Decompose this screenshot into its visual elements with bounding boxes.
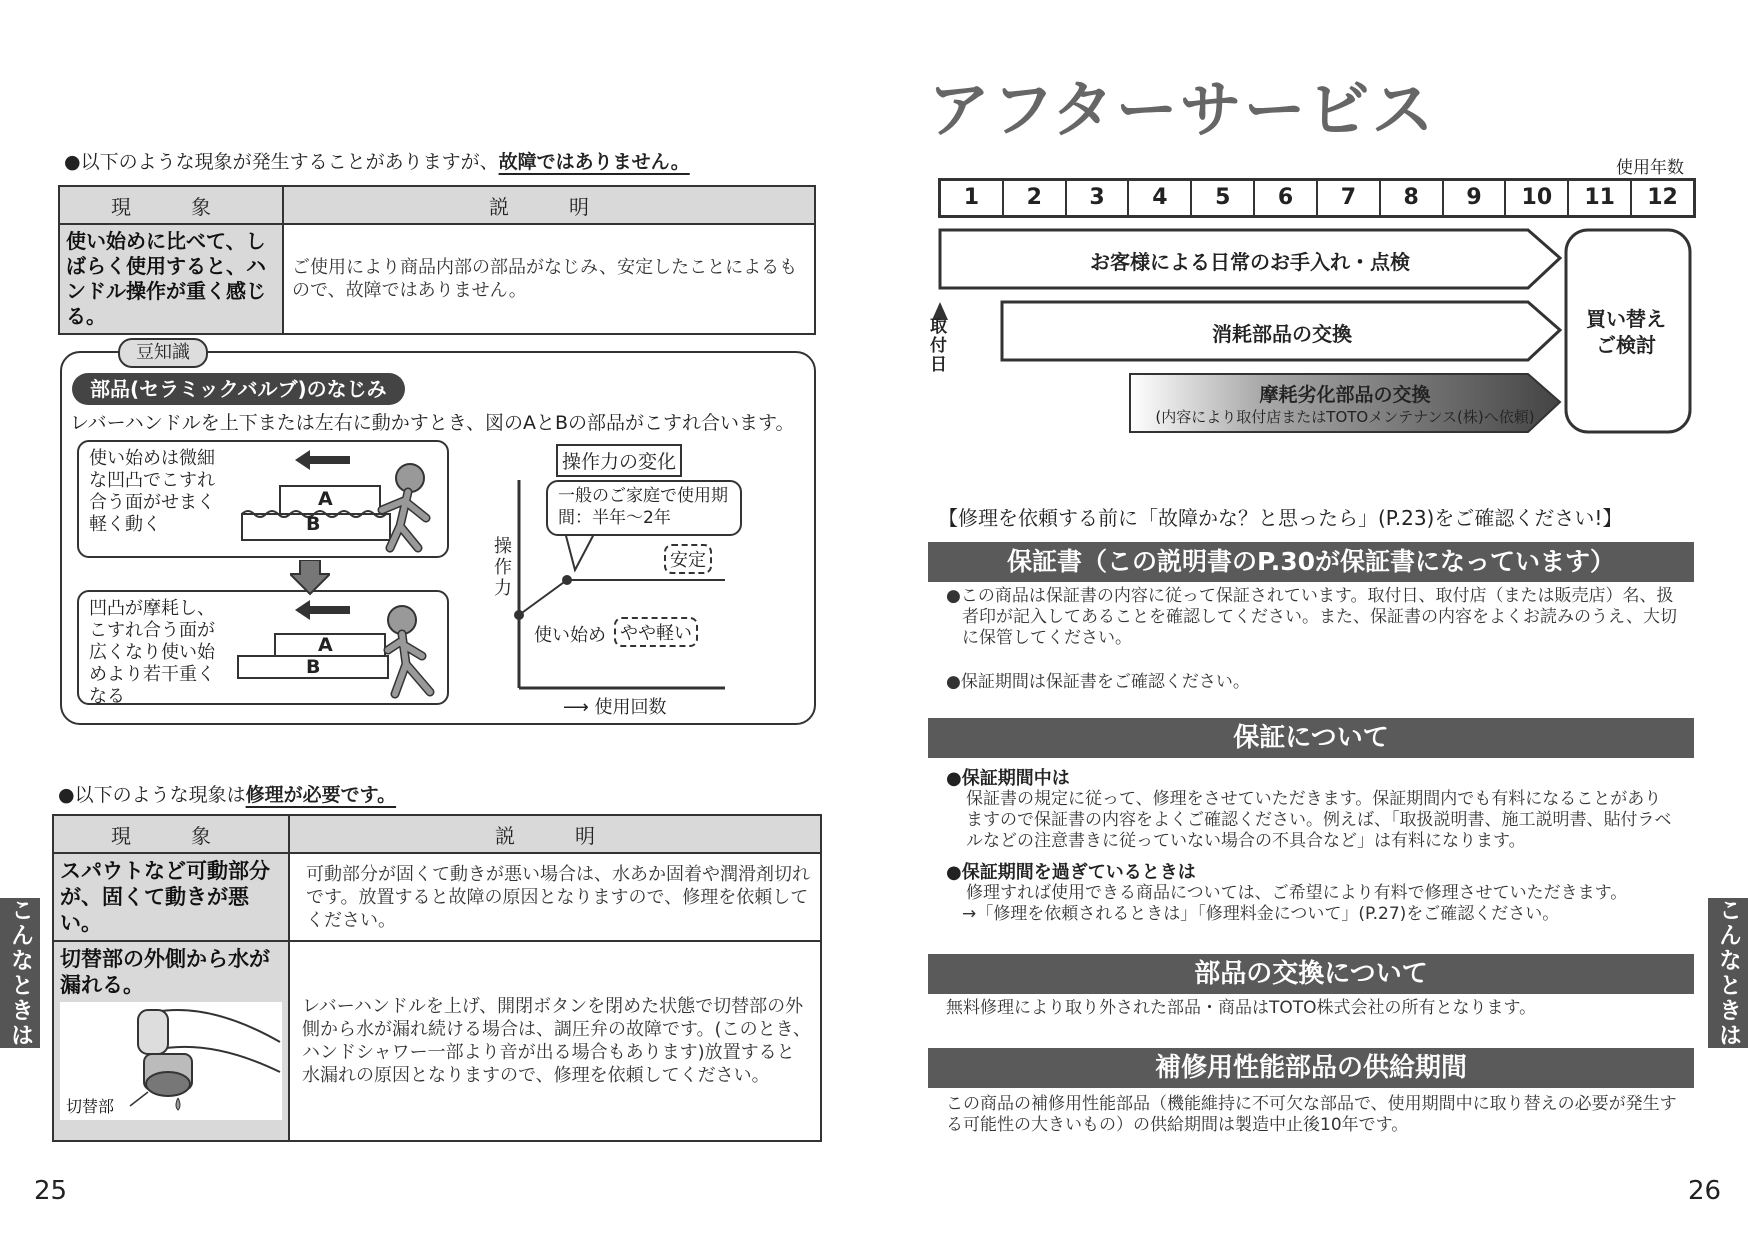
request-notice: 【修理を依頼する前に「故障かな？と思ったら」(P.23)をご確認ください!】 <box>938 506 1623 530</box>
label-b: B <box>306 513 321 535</box>
graph-light-label: やや軽い <box>614 617 698 647</box>
year-cell: 4 <box>1129 181 1192 215</box>
down-arrow-icon <box>290 560 330 596</box>
desc-cell: 可動部分が固くて動きが悪い場合は、水あか固着や潤滑剤切れです。放置すると故障の原因となりますので、修理を依頼してください。 <box>289 853 821 941</box>
year-cell: 1 <box>941 181 1004 215</box>
desc-cell: ご使用により商品内部の部品がなじみ、安定したことによるもので、故障ではありません。 <box>283 224 815 334</box>
parts-supply-text: この商品の補修用性能部品（機能維持に不可欠な部品で、使用期間中に取り替えの必要が発生する可能性の大きいもの）の供給期間は製造中止後10年です。 <box>946 1094 1677 1135</box>
graph-yaxis-label: 操作力 <box>494 536 512 599</box>
tips-box-initial-text: 使い始めは微細な凹凸でこすれ合う面がせまく軽く動く <box>89 448 215 535</box>
page-number-right: 26 <box>1688 1176 1722 1206</box>
year-cell: 6 <box>1255 181 1318 215</box>
graph-stable-label: 安定 <box>664 544 712 574</box>
table-row <box>53 853 821 941</box>
graph-bubble: 一般のご家庭で使用期間：半年〜2年 <box>546 480 742 536</box>
year-cell: 2 <box>1004 181 1067 215</box>
arrow-care-label: お客様による日常のお手入れ・点検 <box>1090 250 1410 274</box>
tips-box-worn-text: 凹凸が摩耗し、こすれ合う面が広くなり使い始めより若干重くなる <box>89 598 215 707</box>
graph-title: 操作力の変化 <box>556 444 682 477</box>
replace-box-label: 買い替えご検討 <box>1586 307 1666 357</box>
year-cell: 9 <box>1444 181 1507 215</box>
year-cell: 5 <box>1192 181 1255 215</box>
install-day-label: 取付日 <box>930 317 947 375</box>
note-text: ●以下のような現象が発生することがありますが、 <box>64 151 499 173</box>
warranty-period-text: ●保証期間は保証書をご確認ください。 <box>946 672 1250 692</box>
graph-xaxis-label: 使用回数 <box>594 697 667 718</box>
section-warranty: 保証について <box>928 718 1694 758</box>
arrow-left-icon <box>295 600 350 620</box>
section-parts-supply: 補修用性能部品の供給期間 <box>928 1048 1694 1088</box>
note-not-failure <box>64 147 690 174</box>
year-cell: 3 <box>1067 181 1130 215</box>
warranty-expired-text: 修理すれば使用できる商品については、ご希望により有料で修理させていただきます。 <box>966 883 1628 903</box>
table-header-symptom: 現 象 <box>59 186 283 224</box>
year-cell: 7 <box>1318 181 1381 215</box>
warranty-in-period-heading: ●保証期間中は <box>946 768 1070 789</box>
symptom-cell <box>53 941 289 1141</box>
tips-lead: レバーハンドルを上下または左右に動かすとき、図のAとBの部品がこすれ合います。 <box>70 412 795 434</box>
years-label: 使用年数 <box>1616 158 1684 178</box>
side-tab-left[interactable]: こんなときは <box>0 898 40 1048</box>
label-a: A <box>318 488 333 510</box>
graph-xaxis: ⟶ 使用回数 <box>563 697 667 718</box>
symptom-text: 切替部の外側から水が漏れる。 <box>60 947 270 997</box>
warranty-expired-link[interactable]: →「修理を依頼されるときは」「修理料金について」(P.27)をご確認ください。 <box>962 904 1560 924</box>
desc-cell: レバーハンドルを上げ、開閉ボタンを閉めた状態で切替部の外側から水が漏れ続ける場合は、調圧弁の故障です。(このとき、ハンドシャワー一部より音が出る場合もあります)放置すると水漏れの原因となりますので、修理を依頼してください。 <box>289 941 821 1141</box>
graph-start-label: 使い始め <box>534 625 606 646</box>
section-warranty-card: 保証書（この説明書のP.30が保証書になっています） <box>928 542 1694 582</box>
year-cell: 10 <box>1506 181 1569 215</box>
symptom-cell: 使い始めに比べて、しばらく使用すると、ハンドル操作が重く感じる。 <box>59 224 283 334</box>
tips-tag: 豆知識 <box>118 338 208 368</box>
years-scale <box>938 178 1696 218</box>
label-a: A <box>318 634 333 656</box>
table-header-symptom: 現 象 <box>53 815 289 853</box>
warranty-expired-heading: ●保証期間を過ぎているときは <box>946 862 1196 883</box>
year-cell: 8 <box>1381 181 1444 215</box>
table-repair-needed <box>52 814 822 1142</box>
switch-part-label: 切替部 <box>66 1097 115 1116</box>
warranty-in-period-text: 保証書の規定に従って、修理をさせていただきます。保証期間内でも有料になることがありますので保証書の内容をよくご確認ください。例えば、「取扱説明書、施工説明書、貼付ラベルなどの注意書きに従っていない場合の不具合など」は有料になります。 <box>966 789 1672 851</box>
page-number-left: 25 <box>34 1176 68 1206</box>
switch-part-illustration <box>60 1002 282 1120</box>
table-row <box>59 224 815 334</box>
tips-heading: 部品(セラミックバルブ)のなじみ <box>72 373 405 405</box>
warranty-card-text: ●この商品は保証書の内容に従って保証されています。取付日、取付店（または販売店）名、扱者印が記入してあることを確認してください。また、保証書の内容をよくお読みのうえ、大切に保管してください。 <box>946 586 1678 648</box>
table-not-failure <box>58 185 816 335</box>
year-cell: 11 <box>1569 181 1632 215</box>
symptom-cell: スパウトなど可動部分が、固くて動きが悪い。 <box>53 853 289 941</box>
note-emphasis: 修理が必要です。 <box>245 784 397 806</box>
arrow-wear-label: 摩耗劣化部品の交換 <box>1259 384 1431 406</box>
year-cell: 12 <box>1647 185 1678 210</box>
label-b: B <box>306 656 321 678</box>
table-header-desc: 説 明 <box>289 815 821 853</box>
block-illustration-1 <box>230 448 440 558</box>
note-repair-needed <box>58 780 396 807</box>
arrow-left-icon <box>295 450 350 470</box>
note-text: ●以下のような現象は <box>58 784 246 806</box>
parts-replacement-text: 無料修理により取り外された部品・商品はTOTO株式会社の所有となります。 <box>946 998 1537 1018</box>
arrow-consumable-label: 消耗部品の交換 <box>1212 322 1352 346</box>
arrow-wear-sublabel: (内容により取付店またはTOTOメンテナンス(株)へ依頼) <box>1155 408 1535 426</box>
note-emphasis: 故障ではありません。 <box>498 151 690 173</box>
side-tab-right[interactable]: こんなときは <box>1708 898 1748 1048</box>
table-header-desc: 説 明 <box>283 186 815 224</box>
section-parts-replacement: 部品の交換について <box>928 954 1694 994</box>
block-illustration-2 <box>230 598 445 703</box>
table-row <box>53 941 821 1141</box>
page-title: アフターサービス <box>928 73 1436 146</box>
